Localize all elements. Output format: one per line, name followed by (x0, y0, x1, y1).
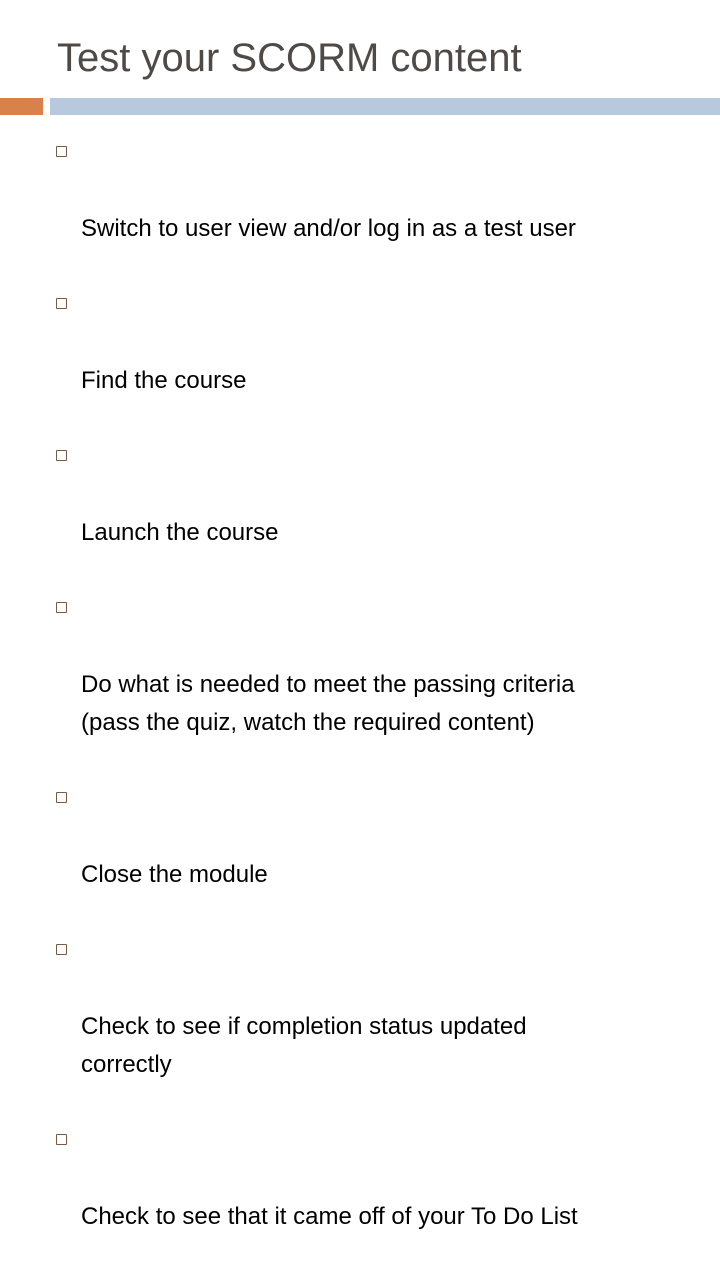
square-outline-icon (56, 792, 67, 803)
list-item (0, 1122, 720, 1274)
square-outline-icon (56, 450, 67, 461)
list-item (0, 438, 720, 590)
accent-bar-left (0, 98, 43, 115)
slide-title: Test your SCORM content (57, 36, 522, 80)
bullet-list (0, 134, 720, 1274)
square-outline-icon (56, 944, 67, 955)
bullet-text: Check to see if completion status updated correctly (81, 1013, 527, 1078)
bullet-text: Switch to user view and/or log in as a test user (81, 215, 576, 242)
bullet-text: Do what is needed to meet the passing criteria (pass the quiz, watch the required content) (81, 671, 575, 736)
bullet-text: Close the module (81, 861, 268, 888)
square-outline-icon (56, 602, 67, 613)
square-outline-icon (56, 298, 67, 309)
bullet-text: Check to see that it came off of your To Do List (81, 1203, 578, 1230)
list-item (0, 134, 720, 286)
accent-bar-right (50, 98, 720, 115)
list-item (0, 780, 720, 932)
square-outline-icon (56, 146, 67, 157)
bullet-text: Launch the course (81, 519, 279, 546)
list-item (0, 286, 720, 438)
list-item (0, 590, 720, 780)
list-item (0, 932, 720, 1122)
bullet-text: Find the course (81, 367, 247, 394)
square-outline-icon (56, 1134, 67, 1145)
